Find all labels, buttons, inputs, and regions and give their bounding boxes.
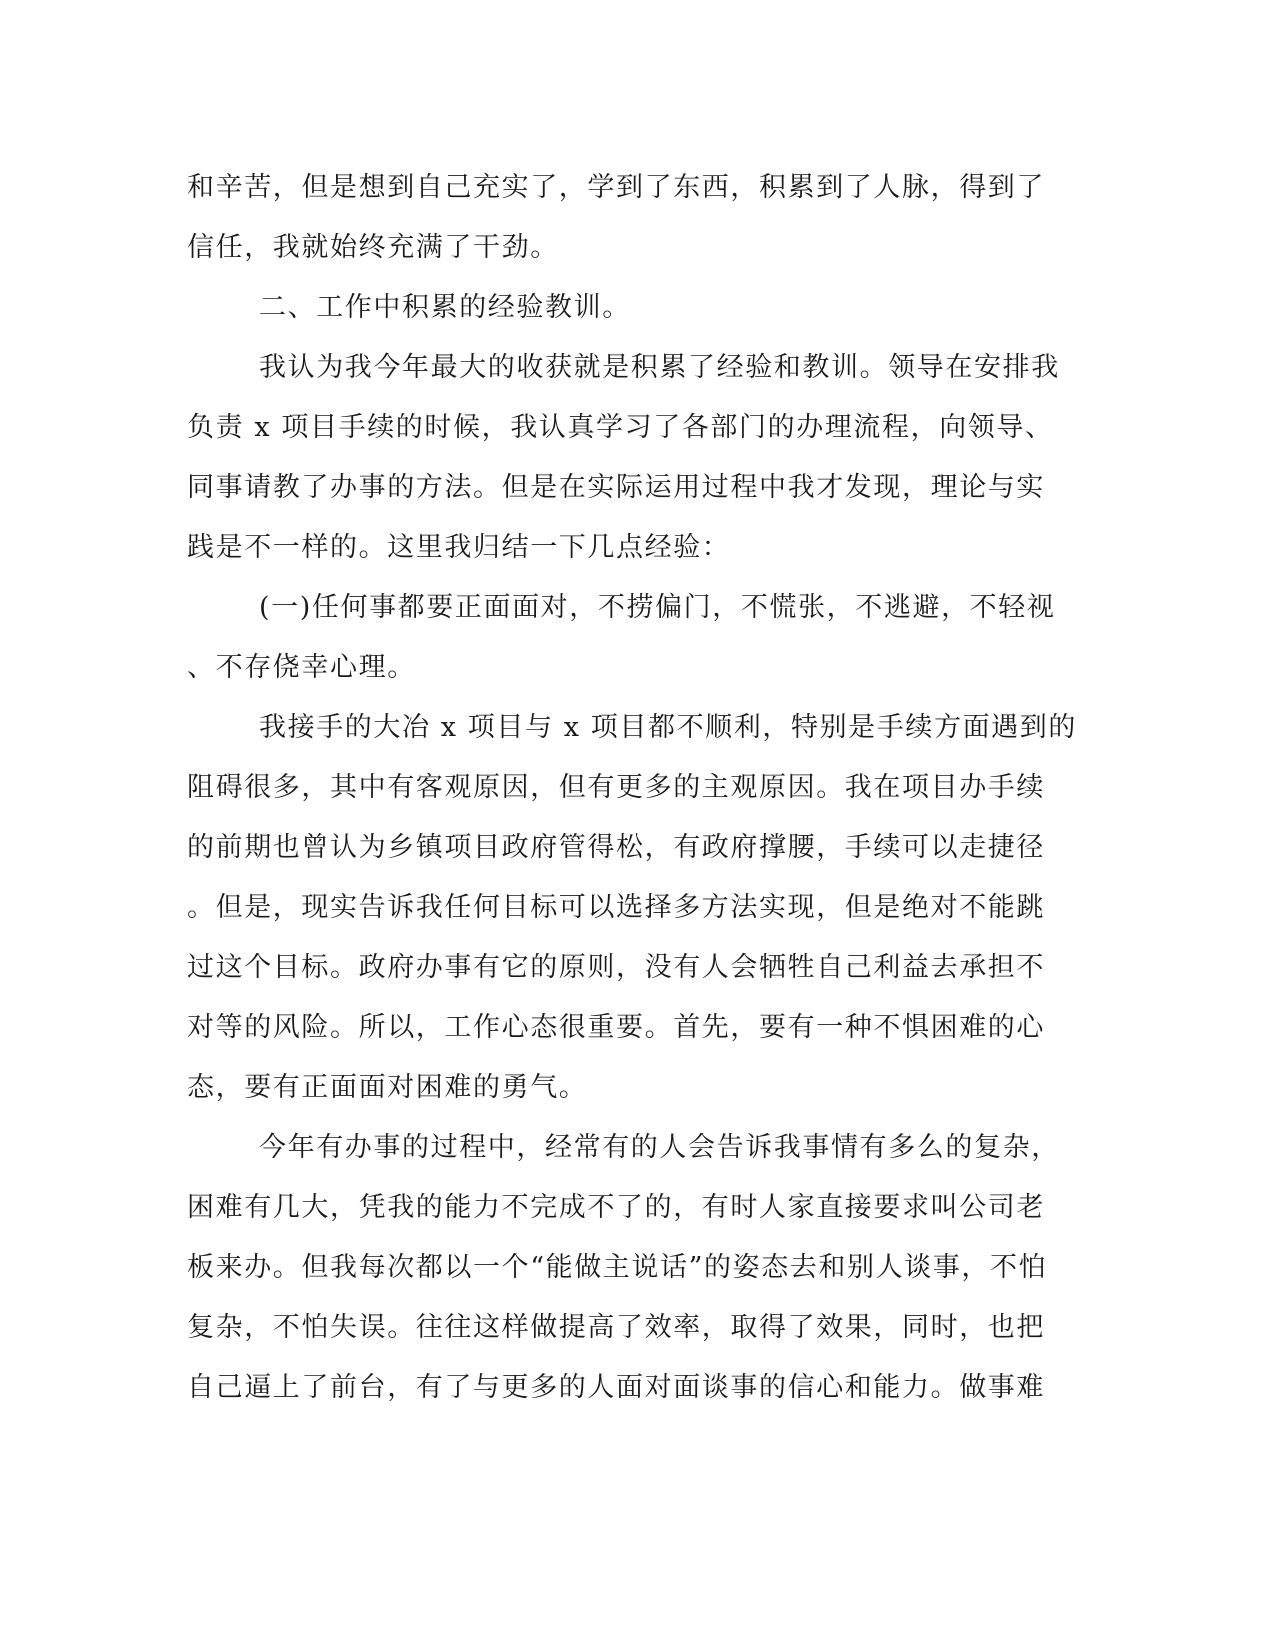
text-line: 板来办。但我每次都以一个“能做主说话”的姿态去和别人谈事，不怕 <box>187 1252 1048 1283</box>
text-line: 阻碍很多，其中有客观原因，但有更多的主观原因。我在项目办手续 <box>187 772 1045 803</box>
text-line: 复杂，不怕失误。往往这样做提高了效率，取得了效果，同时，也把 <box>187 1312 1045 1343</box>
document-body <box>187 158 1077 1418</box>
text-line: 困难有几大，凭我的能力不完成不了的，有时人家直接要求叫公司老 <box>187 1192 1045 1223</box>
text-line: 我接手的大冶 x 项目与 x 项目都不顺利，特别是手续方面遇到的 <box>259 712 1077 743</box>
text-line: 负责 x 项目手续的时候，我认真学习了各部门的办理流程，向领导、 <box>187 412 1054 443</box>
text-line: 和辛苦，但是想到自己充实了，学到了东西，积累到了人脉，得到了 <box>187 172 1045 203</box>
text-line: 践是不一样的。这里我归结一下几点经验： <box>187 532 731 563</box>
text-line: 我认为我今年最大的收获就是积累了经验和教训。领导在安排我 <box>259 352 1060 383</box>
text-line: 态，要有正面面对困难的勇气。 <box>187 1072 588 1103</box>
text-line: 同事请教了办事的方法。但是在实际运用过程中我才发现，理论与实 <box>187 472 1045 503</box>
text-line: 、不存侥幸心理。 <box>187 652 416 683</box>
text-line: 。但是，现实告诉我任何目标可以选择多方法实现，但是绝对不能跳 <box>187 892 1045 923</box>
text-line: 今年有办事的过程中，经常有的人会告诉我事情有多么的复杂， <box>259 1132 1060 1163</box>
subsection-heading: (一)任何事都要正面面对，不捞偏门，不慌张，不逃避，不轻视 <box>259 592 1056 623</box>
text-line: 信任，我就始终充满了干劲。 <box>187 232 559 263</box>
text-line: 过这个目标。政府办事有它的原则，没有人会牺牲自己利益去承担不 <box>187 952 1045 983</box>
text-line: 自己逼上了前台，有了与更多的人面对面谈事的信心和能力。做事难 <box>187 1372 1045 1403</box>
section-heading: 二、工作中积累的经验教训。 <box>259 292 631 323</box>
text-line: 的前期也曾认为乡镇项目政府管得松，有政府撑腰，手续可以走捷径 <box>187 832 1045 863</box>
text-line: 对等的风险。所以，工作心态很重要。首先，要有一种不惧困难的心 <box>187 1012 1045 1043</box>
